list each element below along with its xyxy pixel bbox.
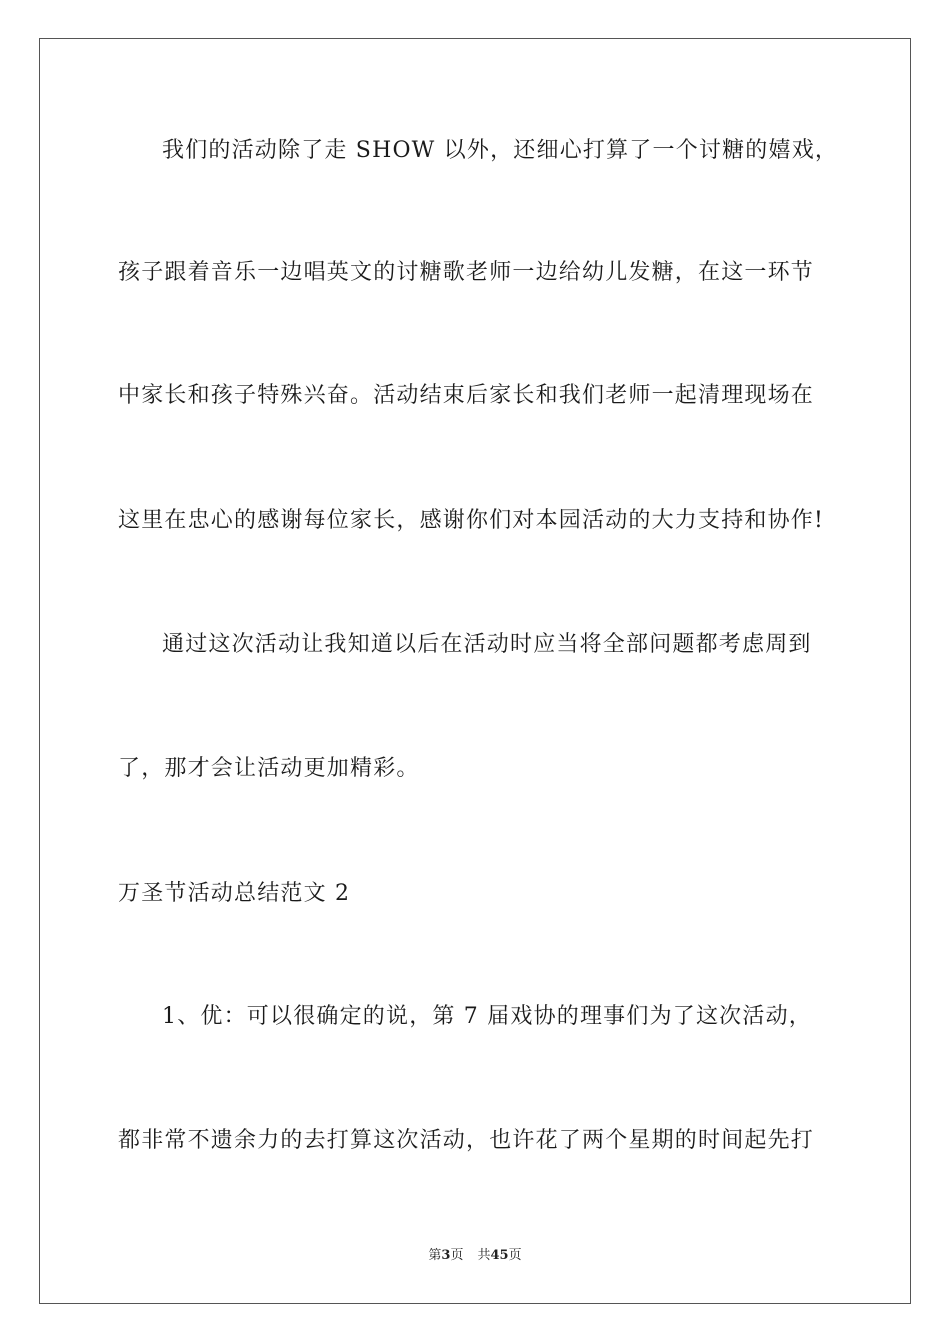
page-prefix: 第 (428, 1248, 442, 1263)
page-suffix: 页 (450, 1248, 464, 1263)
section-heading: 万圣节活动总结范文 2 (118, 881, 351, 906)
total-suffix: 页 (508, 1248, 522, 1263)
paragraph-line-6: 了，那才会让活动更加精彩。 (118, 756, 420, 781)
total-page-count: 45 (490, 1248, 509, 1263)
paragraph-line-5: 通过这次活动让我知道以后在活动时应当将全部问题都考虑周到 (162, 632, 812, 657)
total-prefix: 共 (477, 1248, 491, 1263)
page-footer (0, 1247, 950, 1265)
paragraph-line-8: 1、优：可以很确定的说，第 7 届戏协的理事们为了这次活动， (162, 1004, 812, 1029)
paragraph-line-3: 中家长和孩子特殊兴奋。活动结束后家长和我们老师一起清理现场在 (118, 383, 815, 408)
page-border (39, 38, 911, 1304)
paragraph-line-9: 都非常不遗余力的去打算这次活动，也许花了两个星期的时间起先打 (118, 1128, 815, 1153)
paragraph-line-4: 这里在忠心的感谢每位家长，感谢你们对本园活动的大力支持和协作! (118, 508, 825, 533)
paragraph-line-1: 我们的活动除了走 SHOW 以外，还细心打算了一个讨糖的嬉戏， (162, 138, 839, 163)
current-page-number: 3 (441, 1248, 451, 1263)
paragraph-line-2: 孩子跟着音乐一边唱英文的讨糖歌老师一边给幼儿发糖，在这一环节 (118, 260, 815, 285)
